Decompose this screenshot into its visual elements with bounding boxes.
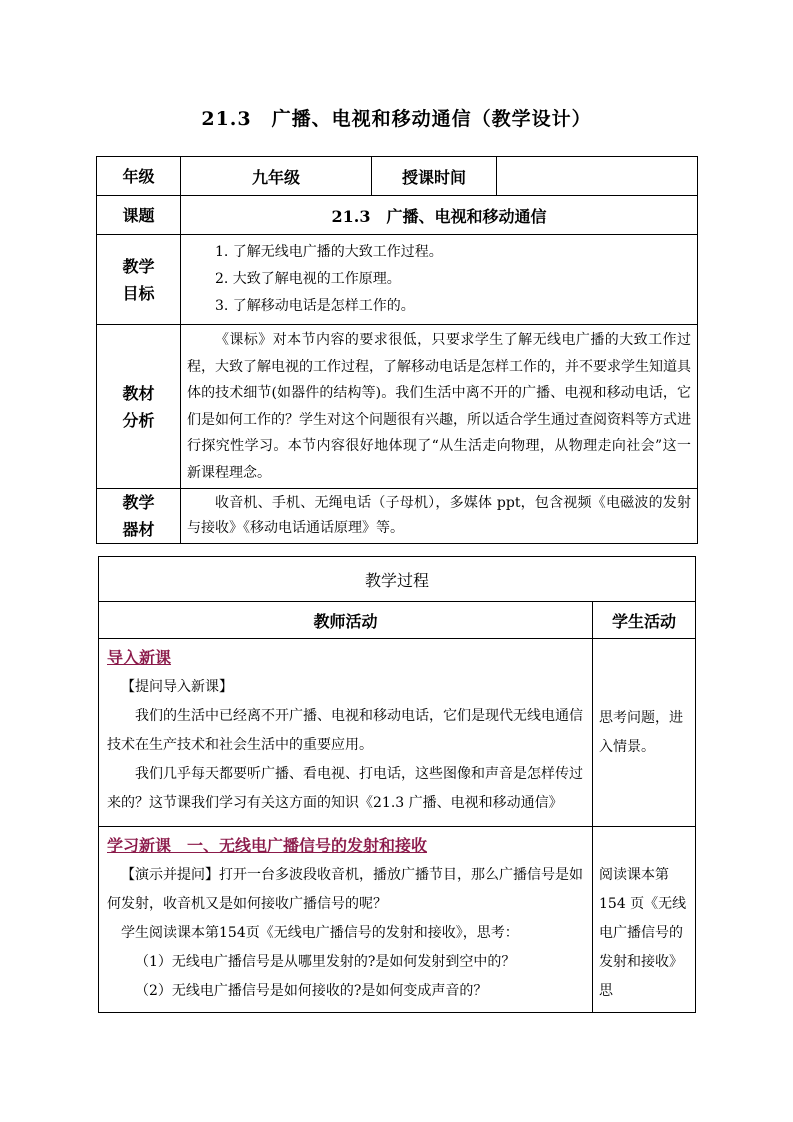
equipment-label-line2: 器材 xyxy=(122,520,155,539)
goal-item: 3. 了解移动电话是怎样工作的。 xyxy=(215,298,415,314)
question-2: （2）无线电广播信号是如何接收的?是如何变成声音的？ xyxy=(135,983,488,999)
time-label: 授课时间 xyxy=(372,157,497,196)
goals-list xyxy=(181,235,698,325)
topic-label: 课题 xyxy=(97,196,181,235)
analysis-label-line2: 分析 xyxy=(122,410,155,430)
equipment-label-line1: 教学 xyxy=(122,493,155,512)
document-title: 21.3 广播、电视和移动通信（教学设计） xyxy=(201,108,592,130)
new-lesson-section xyxy=(99,827,593,1013)
analysis-label-line1: 教材 xyxy=(122,383,155,403)
time-value xyxy=(497,157,698,196)
analysis-label xyxy=(97,325,181,489)
new-lesson-para-1: 【演示并提问】打开一台多波段收音机，播放广播节目，那么广播信号是如何发射，收音机又是如何接收广播信号的呢？ xyxy=(107,867,583,912)
equipment-label xyxy=(97,489,181,544)
lesson-info-table xyxy=(96,156,698,544)
goals-label-line1: 教学 xyxy=(122,256,155,276)
section-title-intro: 导入新课 xyxy=(107,648,172,667)
intro-para-2: 我们几乎每天都要听广播、看电视、打电话，这些图像和声音是怎样传过来的？这节课我们学习有关这方面的知识《21.3 广播、电视和移动通信》 xyxy=(107,766,583,811)
teaching-process-table xyxy=(98,556,696,1013)
grade-label: 年级 xyxy=(97,157,181,196)
goals-label-line2: 目标 xyxy=(122,283,155,303)
grade-value: 九年级 xyxy=(181,157,372,196)
new-lesson-student-activity: 阅读课本第154 页《无线电广播信号的发射和接收》思 xyxy=(593,827,696,1013)
goals-label xyxy=(97,235,181,325)
section-title-new-lesson: 学习新课 一、无线电广播信号的发射和接收 xyxy=(107,836,428,855)
intro-student-activity: 思考问题，进入情景。 xyxy=(593,639,696,827)
equipment-text: 收音机、手机、无绳电话（子母机），多媒体 ppt，包含视频《电磁波的发射与接收》《移动电话通话原理》等。 xyxy=(187,495,691,536)
topic-value: 21.3 广播、电视和移动通信 xyxy=(181,196,698,235)
analysis-text: 《课标》对本节内容的要求很低，只要求学生了解无线电广播的大致工作过程，大致了解电视的工作过程，了解移动电话是怎样工作的，并不要求学生知道具体的技术细节(如器件的结构等)。我们生活中离不开的广播、电视和移动电话，它们是如何工作的？学生对这个问题很有兴趣，所以适合学生通过查阅资料等方式进行探究性学习。本节内容很好地体现了“从生活走向物理，从物理走向社会”这一新课程理念。 xyxy=(187,332,691,481)
new-lesson-para-2: 学生阅读课本第154页《无线电广播信号的发射和接收》，思考： xyxy=(121,925,519,941)
intro-subtitle: 【提问导入新课】 xyxy=(121,679,233,695)
goal-item: 2. 大致了解电视的工作原理。 xyxy=(215,271,401,287)
process-heading: 教学过程 xyxy=(99,557,696,602)
teacher-activity-header: 教师活动 xyxy=(99,602,593,639)
intro-section xyxy=(99,639,593,827)
goal-item: 1. 了解无线电广播的大致工作过程。 xyxy=(215,244,443,260)
student-activity-header: 学生活动 xyxy=(593,602,696,639)
intro-para-1: 我们的生活中已经离不开广播、电视和移动电话，它们是现代无线电通信技术在生产技术和社会生活中的重要应用。 xyxy=(107,708,583,753)
question-1: （1）无线电广播信号是从哪里发射的?是如何发射到空中的？ xyxy=(135,954,516,970)
